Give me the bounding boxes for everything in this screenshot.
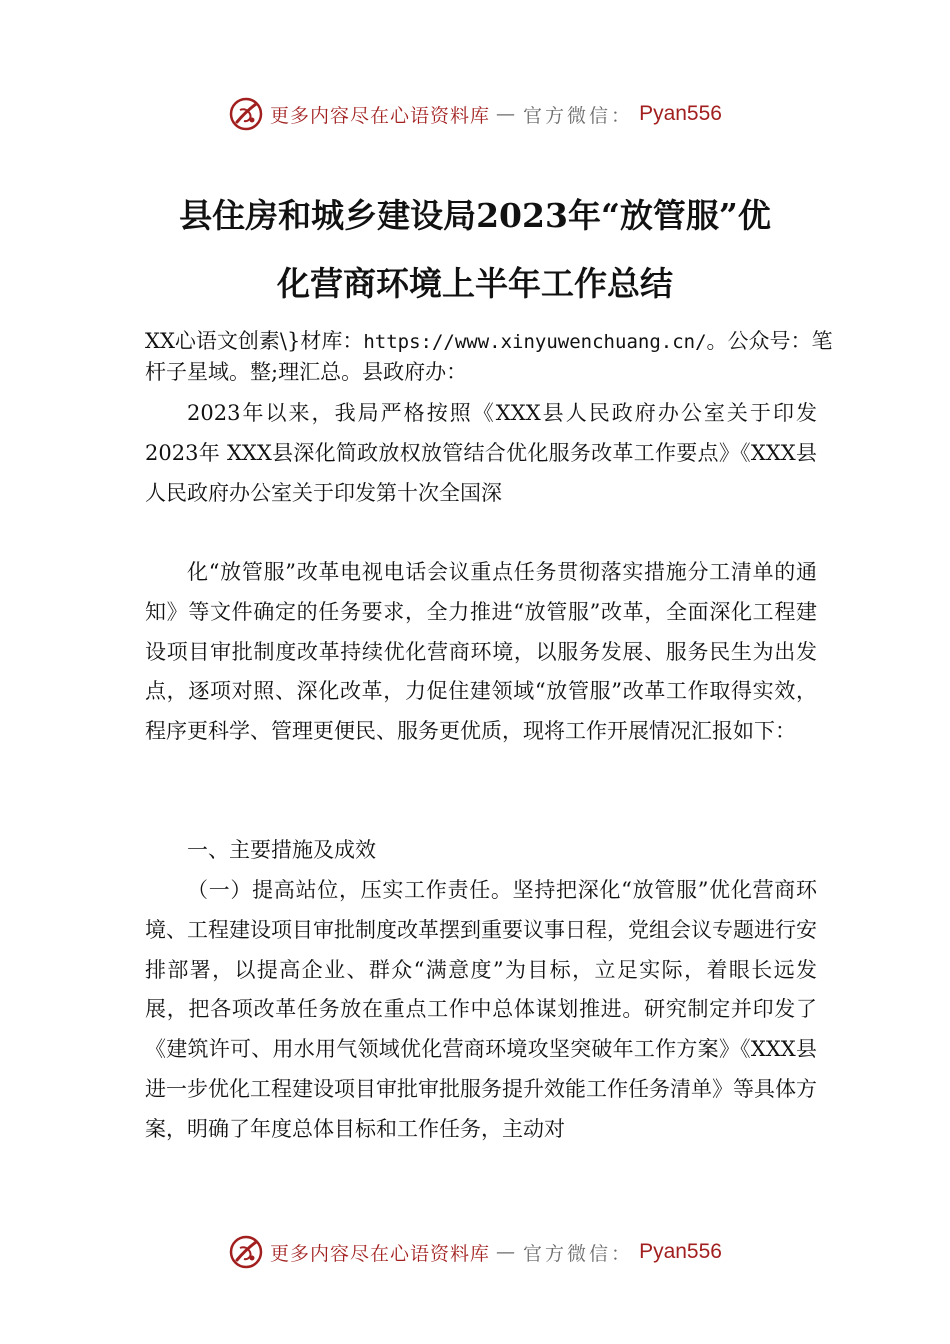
source-suffix: 。公众号：笔杆子星域。整;理汇总。县政府办： xyxy=(145,329,833,384)
brush-logo-icon xyxy=(228,96,264,132)
banner-separator: — xyxy=(496,103,518,125)
paragraph-continuation: 化“放管服”改革电视电话会议重点任务贯彻落实措施分工清单的通知》等文件确定的任务要求，全力推进“放管服”改革，全面深化工程建设项目审批制度改革持续优化营商环境，以服务发展、服务民生为出发点，逐项对照、深化改革，力促住建领域“放管服”改革工作取得实效，程序更科学、管理更便民、服务更优质，现将工作开展情况汇报如下： xyxy=(145,560,817,744)
banner-slogan: 更多内容尽在心语资料库 xyxy=(270,1242,491,1265)
source-prefix: XX心语文创素\}材库： xyxy=(145,329,364,353)
source-url: https://www.xinyuwenchuang.cn/ xyxy=(363,331,707,353)
banner-slogan: 更多内容尽在心语资料库 xyxy=(270,104,491,127)
brush-logo-icon xyxy=(228,1234,264,1270)
banner-separator: — xyxy=(496,1241,518,1263)
document-title-line-2: 化营商环境上半年工作总结 xyxy=(277,264,673,303)
banner-wechat-label: 官方微信： xyxy=(523,104,634,127)
paragraph-intro: 2023年以来，我局严格按照《XXX县人民政府办公室关于印发 2023年 XXX县深化简政放权放管结合优化服务改革工作要点》《XXX县人民政府办公室关于印发第十次全国深 xyxy=(145,401,817,505)
header-banner xyxy=(0,92,950,136)
source-line xyxy=(145,326,845,387)
section-heading: 一、主要措施及成效 xyxy=(187,838,376,862)
footer-banner xyxy=(0,1230,950,1274)
banner-wechat-id: Pyan556 xyxy=(639,1240,722,1263)
document-title-line-1: 县住房和城乡建设局2023年“放管服”优 xyxy=(179,196,771,235)
banner-wechat-label: 官方微信： xyxy=(523,1242,634,1265)
banner-wechat-id: Pyan556 xyxy=(639,102,722,125)
paragraph-measures: （一）提高站位，压实工作责任。坚持把深化“放管服”优化营商环境、工程建设项目审批制度改革摆到重要议事日程，党组会议专题进行安排部署，以提高企业、群众“满意度”为目标，立足实际，着眼长远发展，把各项改革任务放在重点工作中总体谋划推进。研究制定并印发了《建筑许可、用水用气领域优化营商环境攻坚突破年工作方案》《XXX县进一步优化工程建设项目审批审批服务提升效能工作任务清单》等具体方案，明确了年度总体目标和工作任务，主动对 xyxy=(145,878,817,1141)
